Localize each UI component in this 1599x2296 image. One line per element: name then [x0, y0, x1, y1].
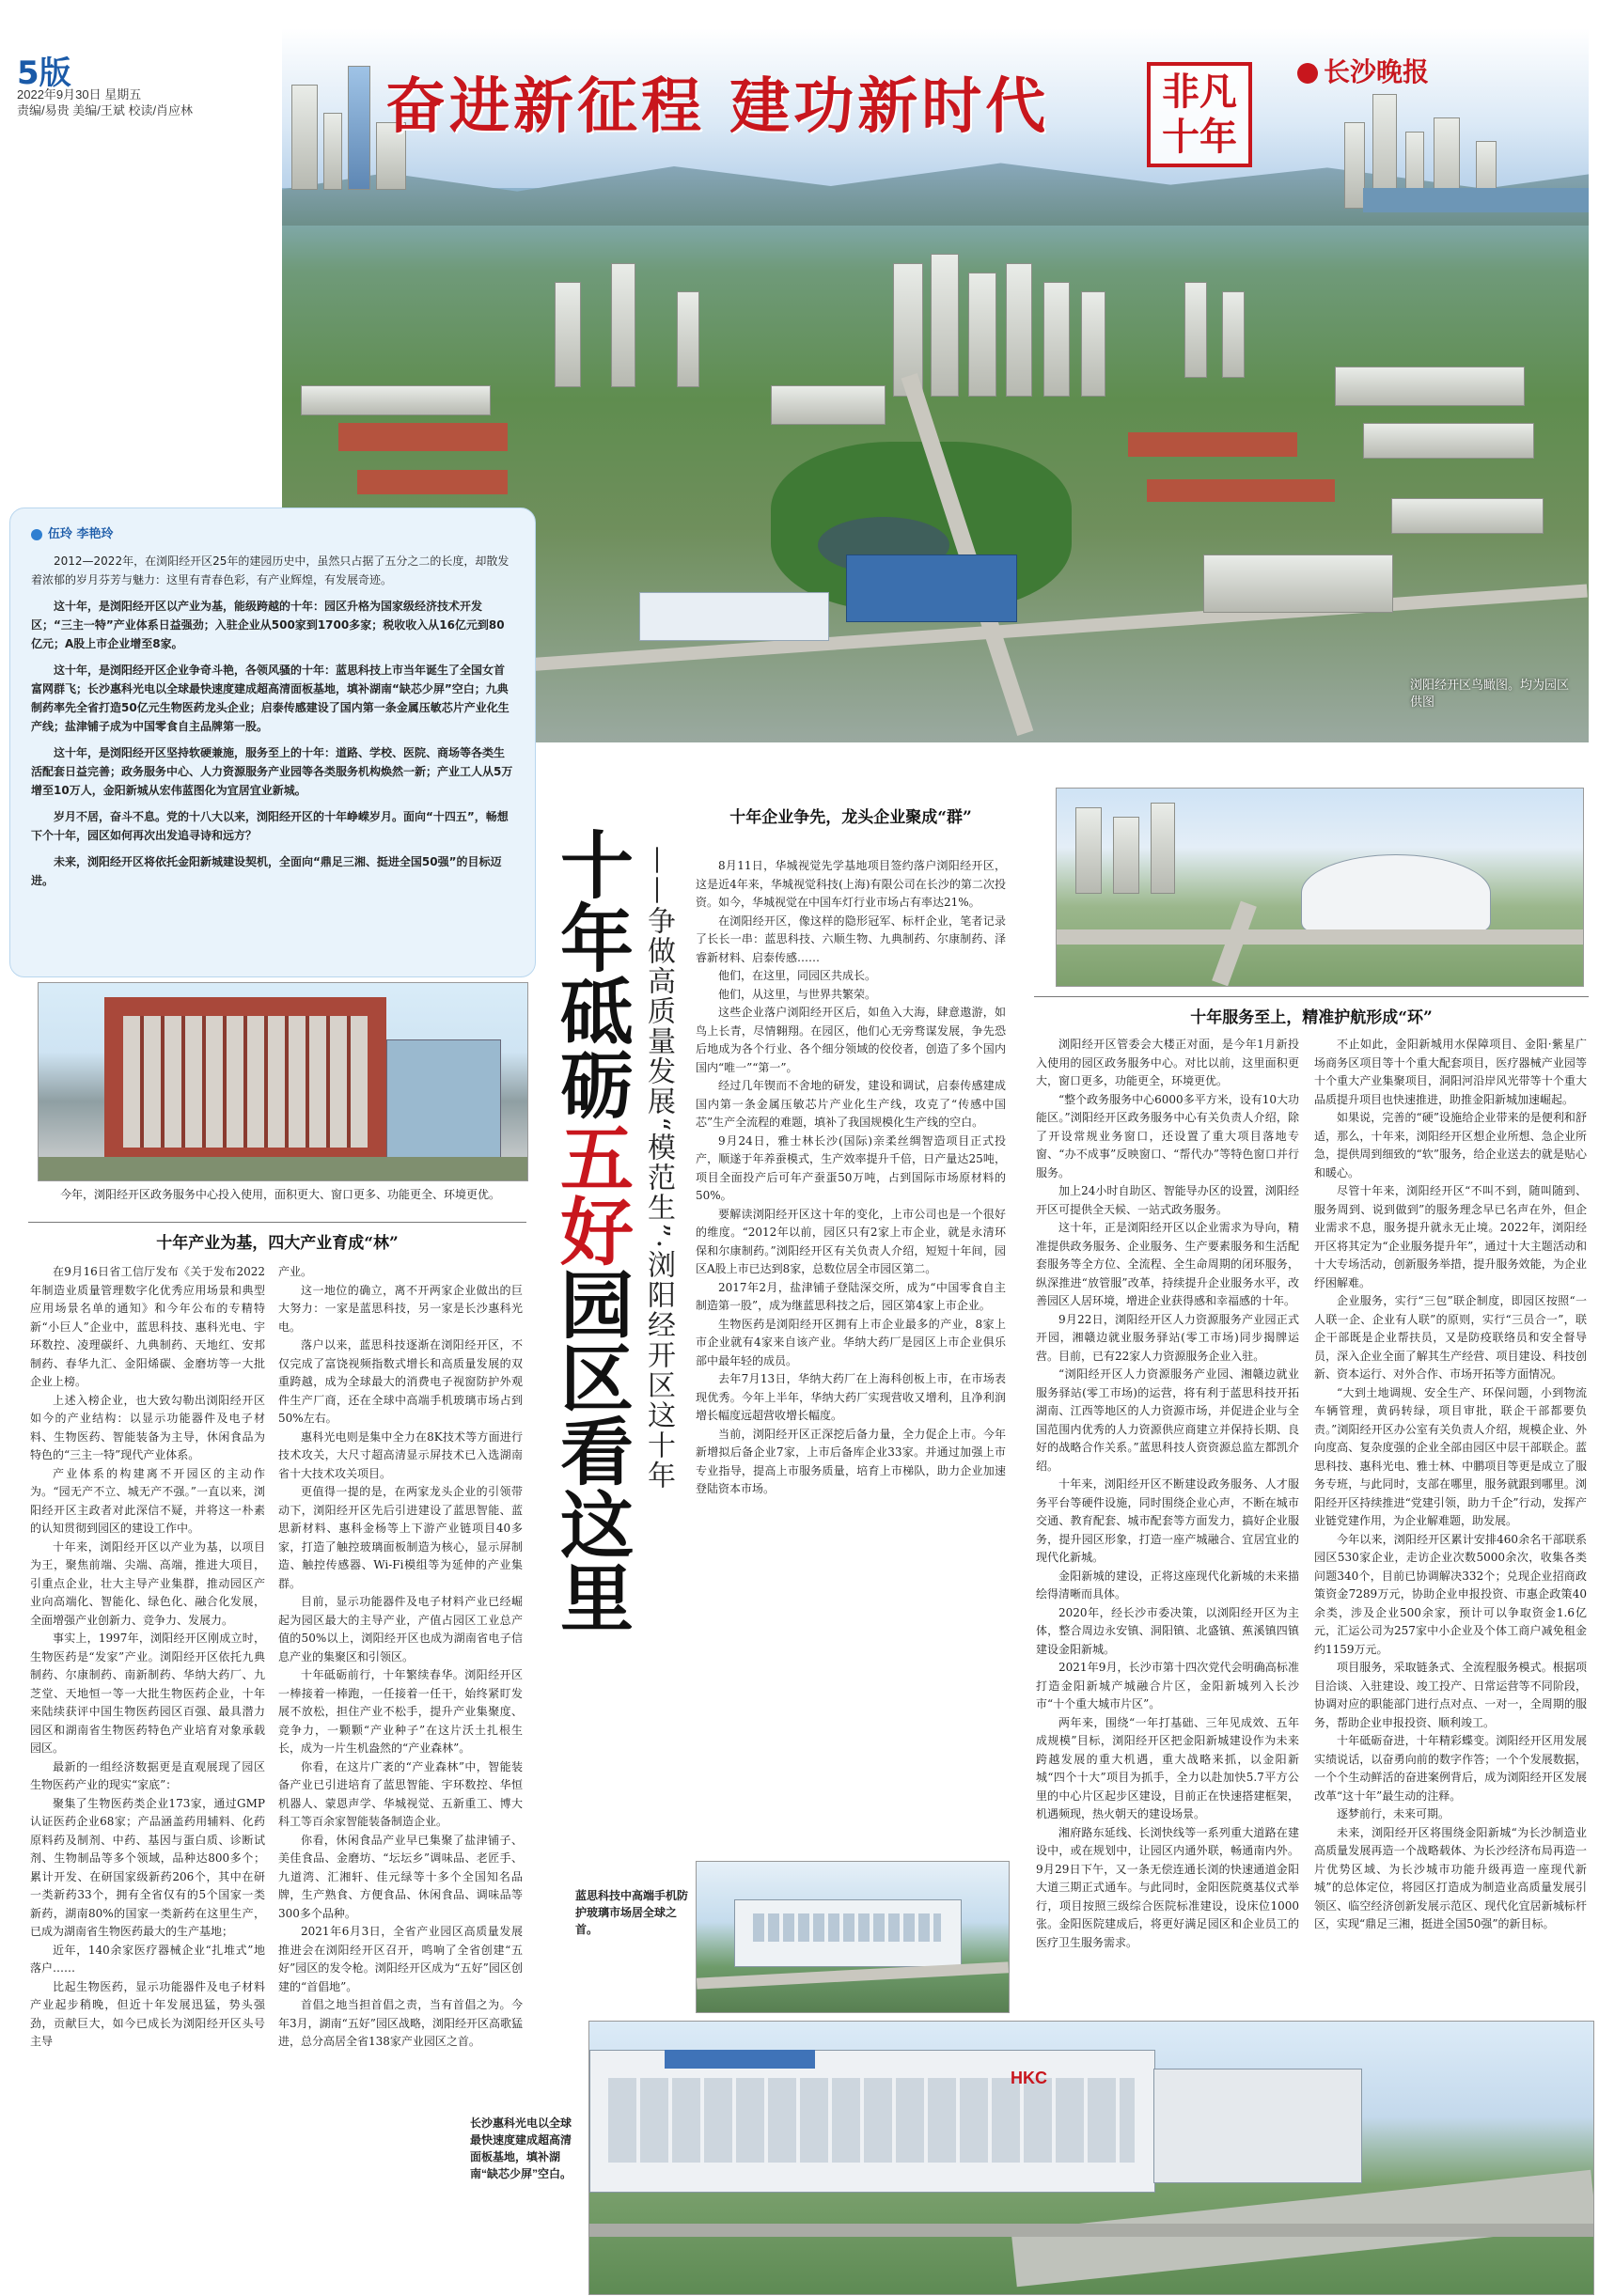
section3-title: 十年服务至上，精准护航形成“环” — [1190, 1008, 1433, 1027]
paragraph: 十年砥砺奋进，十年精彩蝶变。浏阳经开区用发展实绩说话，以奋勇向前的数字作答；一个个发展数据，一个个生动鲜活的奋进案例背后，成为浏阳经开区发展改革“这十年”最生动的注释。 — [1314, 1734, 1587, 1803]
paragraph: 逐梦前行，未来可期。 — [1337, 1807, 1450, 1820]
lead-paragraph: 这十年，是浏阳经开区企业争奇斗艳，各领风骚的十年：蓝思科技上市当年诞生了全国女首富网群飞；长沙惠科光电以全球最快速度建成超高清面板基地，填补湖南“缺芯少屏”空白；九典制药率先全省打造50亿元生物医药龙头企业；启泰传感建设了国内第一条金属压敏芯片产业化生产线；盐津铺子成为中国零食自主品牌第一股。 — [31, 664, 509, 733]
paragraph: 首倡之地当担首倡之责，当有首倡之为。今年3月，湖南“五好”园区战略，浏阳经开区高歌猛进，总分高居全省138家产业园区之首。 — [278, 1998, 523, 2048]
section1-column1 — [30, 1263, 265, 2288]
paragraph: 如果说，完善的“硬”设施给企业带来的是便利和舒适，那么，十年来，浏阳经开区想企业所想、急企业所急，提供周到细致的“软”服务，给企业送去的就是贴心和暖心。 — [1314, 1111, 1587, 1179]
paragraph: 聚集了生物医药类企业173家，通过GMP认证医药企业68家；产品涵盖药用辅料、化药原料药及制剂、中药、基因与蛋白质、诊断试剂、生物制品等多个领域，品种达800多个；累计开发、在研国家级新药206个，其中在研一类新药33个，拥有全省仅有的5个国家一类新药，湖南80%的国家一类新药在这里生产，已成为湖南省生物医药最大的生产基地； — [30, 1796, 265, 1938]
paragraph: 这一地位的确立，离不开两家企业做出的巨大努力：一家是蓝思科技，另一家是长沙惠科光电。 — [278, 1283, 523, 1334]
main-headline — [543, 827, 634, 1633]
paragraph: 你看，在这片广袤的“产业森林”中，智能装备产业已引进培育了蓝思智能、宇环数控、华恒机器人、蒙恩声学、华城视觉、五新重工、博大科工等百余家智能装备制造企业。 — [278, 1759, 523, 1828]
lens-caption: 蓝思科技中高端手机防护玻璃市场居全球之首。 — [575, 1889, 689, 1936]
section-rule — [28, 1222, 526, 1223]
headline-part-a: 十年砥砺 — [548, 827, 634, 1120]
paragraph: 最新的一组经济数据更是直观展现了园区生物医药产业的现实“家底”： — [30, 1759, 265, 1791]
paragraph: 他们，在这里，同园区共成长。 — [718, 969, 877, 982]
paragraph: 更值得一提的是，在两家龙头企业的引领带动下，浏阳经开区先后引进建设了蓝思智能、蓝思新材料、惠科金杨等上下游产业链项目40多家，打造了触控玻璃面板制造为核心，显示屏制造、触控传感器、Wi-Fi模组等为延伸的产业集群。 — [278, 1485, 523, 1590]
paragraph: 金阳新城的建设，正将这座现代化新城的未来描绘得清晰而具体。 — [1036, 1569, 1299, 1601]
sub-headline: ——争做高质量发展“模范生”·浏阳经开区这十年 — [642, 846, 675, 1492]
paragraph: 产业。 — [278, 1265, 313, 1278]
section2-title: 十年企业争先，龙头企业聚成“群” — [729, 808, 972, 827]
paragraph: 这些企业落户浏阳经开区后，如鱼入大海，肆意遨游，如鸟上长青，尽情翱翔。在园区，他们心无旁骛谋发展，争先恐后地成为各个行业、各个细分领域的佼佼者，创造了多个国内国内“唯一”“第一”。 — [696, 1006, 1006, 1074]
paragraph: 今年以来，浏阳经开区累计安排460余名干部联系园区530家企业，走访企业次数5000余次，收集各类问题340个，目前已协调解决332个；兑现企业招商政策资金7289万元，协助企业申报投资、市惠企政策40余类，涉及企业500余家，预计可以争取资金1.6亿元，汇运公司为257家中小企业及个体工商户减免租金约1159万元。 — [1314, 1532, 1587, 1656]
paragraph: 这十年，正是浏阳经开区以企业需求为导向，精准提供政务服务、企业服务、生产要素服务和生活配套服务等全方位、全流程、全生命周期的闭环服务，纵深推进“放管服”改革，持续提升企业服务水平，改善园区人居环境，增进企业获得感和幸福感的十年。 — [1036, 1221, 1299, 1307]
paragraph: 9月22日，浏阳经开区人力资源服务产业园正式开园，湘赣边就业服务驿站(零工市场)同步揭牌运营。目前，已有22家人力资源服务企业入驻。 — [1036, 1312, 1299, 1363]
paragraph: 经过几年锲而不舍地的研发，建设和调试，启泰传感建成国内第一条金属压敏芯片产业化生产线，攻克了“传感中国芯”生产全流程的难题，填补了我国规模化生产线的空白。 — [696, 1079, 1006, 1129]
paragraph: 浏阳经开区管委会大楼正对面，是今年1月新投入使用的园区政务服务中心。对比以前，这里面积更大，窗口更多，功能更全，环境更优。 — [1036, 1038, 1299, 1087]
paragraph: 惠科光电则是集中全力在8K技术等方面进行技术攻关，大尺寸超高清显示屏技术已入选湖南省十大技术攻关项目。 — [278, 1429, 523, 1480]
paragraph: 十年来，浏阳经开区以产业为基，以项目为王，聚焦前端、尖端、高端，推进大项目，引重点企业，壮大主导产业集群，推动园区产业向高端化、智能化、绿色化、融合化发展，全面增强产业创新力、竞争力、发展力。 — [30, 1539, 265, 1627]
paragraph: 要解读浏阳经开区这十年的变化，上市公司也是一个很好的维度。“2012年以前，园区只有2家上市企业，就是永清环保和尔康制药。”浏阳经开区有关负责人介绍，短短十年间，园区A股上市已达到8家，总数位居全市园区第二。 — [696, 1207, 1006, 1275]
paragraph: 8月11日，华城视觉先学基地项目签约落户浏阳经开区，这是近4年来，华城视觉科技(上海)有限公司在长沙的第二次投资。如今，华城视觉在中国车灯行业市场占有率达21%。 — [696, 859, 1006, 909]
headline-part-c: 园区看这里 — [548, 1267, 634, 1633]
hero-caption: 浏阳经开区鸟瞰图。均为园区供图 — [1410, 678, 1570, 709]
paragraph: 在浏阳经开区，像这样的隐形冠军、标杆企业，笔者记录了长长一串：蓝思科技、六顺生物、九典制药、尔康制药、泽睿新材料、启泰传感…… — [696, 914, 1006, 964]
paragraph: 近年，140余家医疗器械企业“扎堆式”地落户…… — [30, 1943, 265, 1975]
section3-column2 — [1314, 1036, 1587, 1976]
issue-date: 2022年9月30日 星期五 — [17, 87, 142, 102]
paragraph: 两年来，围绕“一年打基础、三年见成效、五年成规模”目标，浏阳经开区把金阳新城建设作为未来跨越发展的重大机遇，重大战略来抓，以金阳新城“四个十大”项目为抓手，全力以赴加快5.7平方公里的中心片区起步区建设，目前正在快速搭建框架，机遇频现，热火朝天的建设场景。 — [1036, 1715, 1299, 1820]
paragraph: 2017年2月，盐津铺子登陆深交所，成为“中国零食自主制造第一股”，成为继蓝思科技之后，园区第4家上市企业。 — [696, 1280, 1006, 1312]
paragraph: 事实上，1997年，浏阳经开区刚成立时，生物医药是“发家”产业。浏阳经开区依托九典制药、尔康制药、南新制药、华纳大药厂、九芝堂、天地恒一等一大批生物医药企业，十年来陆续获评中国生物医药园区百强、最具潜力园区和湖南省生物医药特色产业培育对象承载园区。 — [30, 1632, 265, 1755]
hkc-sign: HKC — [1011, 2069, 1047, 2087]
lead-box — [9, 508, 536, 977]
paragraph: “整个政务服务中心6000多平方米，设有10大功能区。”浏阳经开区政务服务中心有关负责人介绍，除了开设常规业务窗口，还设置了重大项目落地专窗、“办不成事”反映窗口、“帮代办”等特色窗口并行服务。 — [1036, 1092, 1299, 1179]
service-center-photo — [38, 982, 528, 1181]
paragraph: 上述入榜企业，也大致勾勒出浏阳经开区如今的产业结构：以显示功能器件及电子材料、生物医药、智能装备为主导，休闲食品为特色的“三主一特”现代产业体系。 — [30, 1393, 265, 1461]
seal-emblem — [1147, 62, 1252, 167]
paragraph: 不止如此，金阳新城用水保障项目、金阳·紫星广场商务区项目等十个重大配套项目，医疗器械产业园等十个重大产业集聚项目，洞阳河沿岸风光带等十个重大品质提升项目也快速推进，助推金阳新城加速崛起。 — [1314, 1038, 1587, 1106]
hkc-factory-photo — [588, 2021, 1594, 2295]
paragraph: “浏阳经开区人力资源服务产业园、湘赣边就业服务驿站(零工市场)的运营，将有利于蓝思科技开拓湖南、江西等地区的人力资源市场，并促进企业与全国范围内优秀的人力资源供应商建立并保持长期、良好的战略合作关系。”蓝思科技人资资源总监左都凯介绍。 — [1036, 1367, 1299, 1473]
paragraph: 比起生物医药，显示功能器件及电子材料产业起步稍晚，但近十年发展迅猛，势头强劲，贡献巨大，如今已成长为浏阳经开区头号主导 — [30, 1979, 265, 2048]
paragraph: 9月24日，雅士林长沙(国际)亲柔丝绸智造项目正式投产，顺遂于年养蚕模式，生产效率提升千倍，日产量达25吨，项目全面投产后可年产蚕蛋50万吨，占到国际市场原材料的50%。 — [696, 1133, 1006, 1202]
paragraph: 落户以来，蓝思科技逐渐在浏阳经开区，不仅完成了富饶视频指数式增长和高质量发展的双重跨越，成为全球最大的消费电子视窗防护外观件生产厂商，还在全球中高端手机玻璃市场占到50%左右。 — [278, 1338, 523, 1425]
paragraph: 项目服务，采取链条式、全流程服务模式。根据项目洽谈、入驻建设、竣工投产、日常运营等不同阶段，协调对应的职能部门进行点对点、一对一，全周期的服务，帮助企业申报投资、顺利竣工。 — [1314, 1661, 1587, 1729]
paragraph: 目前，显示功能器件及电子材料产业已经崛起为园区最大的主导产业，产值占园区工业总产值的50%以上，浏阳经开区也成为湖南省电子信息产业的集聚区和引领区。 — [278, 1595, 523, 1663]
newspaper-logo: 长沙晚报 — [1297, 52, 1429, 89]
section2-column — [696, 857, 1006, 1853]
byline: 伍玲 李艳玲 — [31, 525, 514, 544]
paragraph: 未来，浏阳经开区将围绕金阳新城“为长沙制造业高质量发展再造一个战略载体、为长沙经济布局再造一片优势区域、为长沙城市功能升级再造一座现代新城”的总体定位，将园区打造成为制造业高质量发展引领区、临空经济创新发展示范区、现代化宜居新城标杆区，实现“鼎足三湘，挺进全国50强”的新目标。 — [1314, 1825, 1587, 1930]
paragraph: 他们，从这里，与世界共繁荣。 — [718, 987, 877, 1001]
paragraph: 2021年6月3日，全省产业园区高质量发展推进会在浏阳经开区召开，鸣响了全省创建“五好”园区的发令枪。浏阳经开区成为“五好”园区创建的“首倡地”。 — [278, 1925, 523, 1993]
paragraph: “大到土地调规、安全生产、环保问题，小到物流车辆管理，黄码转绿，项目审批，联企干部都要负责。”浏阳经开区办公室有关负责人介绍，规模企业、外向度高、复杂度强的企业全部由园区中层干部联企。蓝思科技、惠科光电、雅士林、中鹏项目等更是成立了服务专班，与此同时，支部在哪里，服务就跟到哪里。浏阳经开区持续推进“党建引领，助力千企”行动，发挥产业链党建作用，为企业解难题，助发展。 — [1314, 1385, 1587, 1527]
lead-paragraph: 这十年，是浏阳经开区坚持软硬兼施，服务至上的十年：道路、学校、医院、商场等各类生活配套日益完善；政务服务中心、人力资源服务产业园等各类服务机构焕然一新；产业工人从5万增至10万人，金阳新城从宏伟蓝图化为宜居宜业新城。 — [31, 746, 513, 797]
paragraph: 生物医药是浏阳经开区拥有上市企业最多的产业，8家上市企业就有4家来自该产业。华纳大药厂是园区上市企业俱乐部中最年轻的成员。 — [696, 1317, 1006, 1367]
hkc-caption: 长沙惠科光电以全球最快速度建成超高清面板基地，填补湖南“缺芯少屏”空白。 — [470, 2116, 572, 2180]
paragraph: 尽管十年来，浏阳经开区“不叫不到，随叫随到、服务周到、说到做到”的服务理念早已名声在外，但企业需求不息，服务提升就永无止境。2022年，浏阳经开区将其定为“企业服务提升年”，通过十大主题活动和十大专场活动，创新服务举措，提升服务效能，为企业纾困解难。 — [1314, 1184, 1587, 1289]
paragraph: 在9月16日省工信厅发布《关于发布2022年制造业质量管理数字化优秀应用场景和典型应用场景名单的通知》和今年公布的专精特新“小巨人”企业中，蓝思科技、惠科光电、宇环数控、凌理碳纤、九典制药、天地红、安邦制药、春华九汇、金阳烯碳、金磨坊等一大批企业上榜。 — [30, 1265, 265, 1388]
seal-text: 非凡十年 — [1162, 70, 1237, 159]
lead-paragraph: 岁月不居，奋斗不息。党的十八大以来，浏阳经开区的十年峥嵘岁月。面向“十四五”，畅想下个十年，园区如何再次出发追寻诗和远方？ — [31, 810, 509, 842]
paragraph: 十年砥砺前行，十年繁续春华。浏阳经开区一棒接着一棒跑，一任接着一任干，始终紧盯发展不放松，担住产业不松手，提升产业集聚度、竞争力，一颗颗“产业种子”在这片沃土扎根生长，成为一片生机盎然的“产业森林”。 — [278, 1668, 523, 1755]
paragraph: 十年来，浏阳经开区不断建设政务服务、人才服务平台等硬件设施，同时围绕企业心声，不断在城市交通、教育配套、城市配套等方面发力，搞好企业服务，提升园区形象，打造一座产城融合、宜居宜业的现代化新城。 — [1036, 1477, 1299, 1564]
banner-slogan: 奋进新征程 建功新时代 — [385, 71, 1050, 142]
section1-title: 十年产业为基，四大产业育成“林” — [156, 1234, 399, 1253]
logo-icon — [1297, 63, 1318, 84]
headline-part-b: 五好 — [548, 1120, 634, 1267]
paragraph: 2020年，经长沙市委决策，以浏阳经开区为主体，整合周边永安镇、洞阳镇、北盛镇、蕉溪镇四镇建设金阳新城。 — [1036, 1605, 1299, 1656]
section-rule — [1034, 996, 1589, 997]
paragraph: 当前，浏阳经开区正深挖后备力量，全力促企上市。今年新增拟后备企业7家，上市后备库企业33家。并通过加强上市专业指导，提高上市服务质量，培育上市梯队，助力企业加速登陆资本市场。 — [696, 1427, 1006, 1495]
venue-photo — [1056, 788, 1584, 987]
service-center-caption: 今年，浏阳经开区政务服务中心投入使用，面积更大、窗口更多、功能更全、环境更优。 — [60, 1188, 501, 1201]
page-number: 5版 — [17, 55, 71, 92]
lens-factory-photo — [696, 1861, 1010, 2013]
paragraph: 产业体系的构建离不开园区的主动作为。“园无产不立、城无产不强。”一直以来，浏阳经开区主政者对此深信不疑，并将这一朴素的认知贯彻到园区的建设工作中。 — [30, 1466, 265, 1535]
page-meta — [17, 86, 233, 118]
paragraph: 你看，休闲食品产业早已集聚了盐津铺子、美佳食品、金磨坊、“坛坛乡”调味品、老匠手、九道湾、汇湘轩、佳元绿等十多个全国知名品牌，生产熟食、方便食品、休闲食品、调味品等300多个品种。 — [278, 1833, 523, 1920]
editor-credits: 责编/易贵 美编/王斌 校读/肖应林 — [17, 103, 194, 117]
lead-paragraph: 2012—2022年，在浏阳经开区25年的建园历史中，虽然只占据了五分之二的长度，却散发着浓郁的岁月芬芳与魅力：这里有青春色彩，有产业辉煌，有发展奇迹。 — [31, 554, 509, 586]
paragraph: 2021年9月，长沙市第十四次党代会明确高标准打造金阳新城产城融合片区，金阳新城列入长沙市“十个重大城市片区”。 — [1036, 1661, 1299, 1710]
lead-paragraph: 未来，浏阳经开区将依托金阳新城建设契机，全面向“鼎足三湘、挺进全国50强”的目标迈进。 — [31, 855, 502, 887]
lead-paragraph: 这十年，是浏阳经开区以产业为基，能级跨越的十年：园区升格为国家级经济技术开发区；“三主一特”产业体系日益强劲；入驻企业从500家到1700多家；税收收入从16亿元到80亿元；A股上市企业增至8家。 — [31, 600, 505, 650]
paragraph: 湘府路东延线、长浏快线等一系列重大道路在建设中，或在规划中，让园区内通外联，畅通南内外。9月29日下午，又一条无偿连通长浏的快速通道金阳大道三期正式通车。与此同时，金阳医院奠基仪式举行，项目按照三级综合医院标准建设，设床位1000张。金阳医院建成后，将更好满足园区和企业员工的医疗卫生服务需求。 — [1036, 1825, 1299, 1949]
section3-column1 — [1036, 1036, 1299, 1976]
paragraph: 去年7月13日，华纳大药厂在上海科创板上市，在市场表现优秀。今年上半年，华纳大药厂实现营收又增利，且净利润增长幅度远超营收增长幅度。 — [696, 1372, 1006, 1422]
paragraph: 企业服务，实行“三包”联企制度，即园区按照“一人联一企、企业有人联”的原则，实行“三员合一”，联企干部既是企业帮扶员，又是防疫联络员和安全督导员，深入企业全面了解其生产经营、项目建设、科技创新、资本运行、对外合作、市场开拓等方面情况。 — [1314, 1294, 1587, 1381]
paragraph: 加上24小时自助区、智能导办区的设置，浏阳经开区可提供全天候、一站式政务服务。 — [1036, 1184, 1299, 1216]
